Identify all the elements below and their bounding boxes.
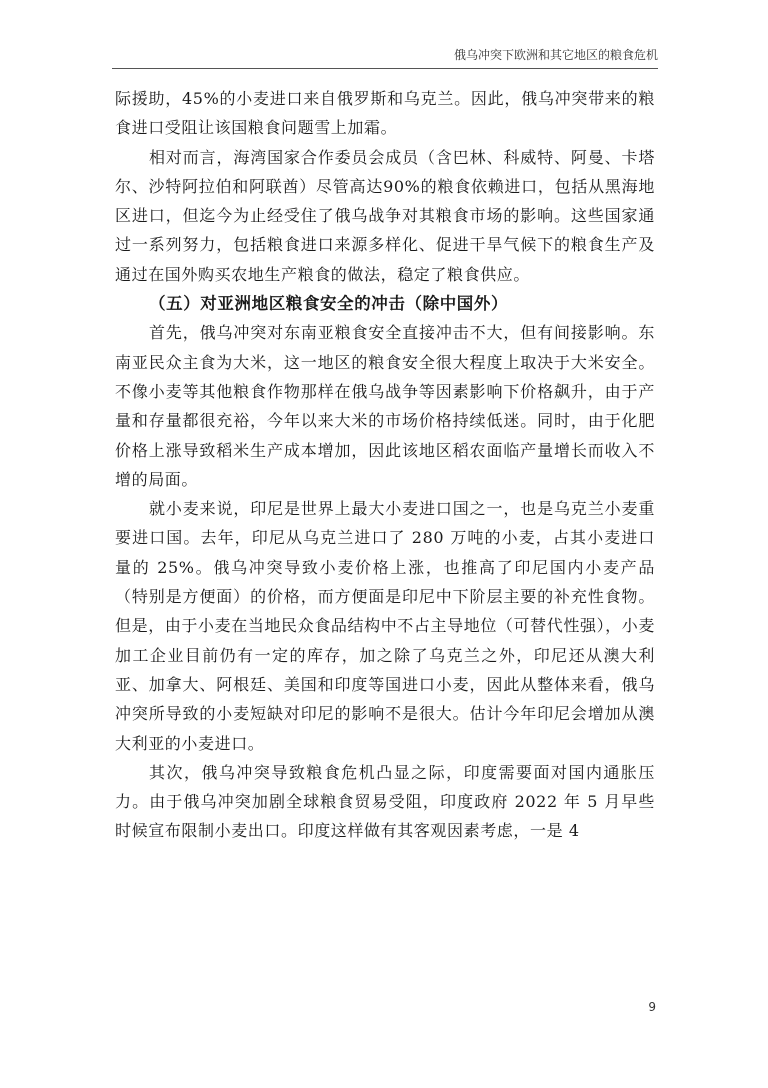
paragraph-continuation: 际援助，45%的小麦进口来自俄罗斯和乌克兰。因此，俄乌冲突带来的粮食进口受阻让该国粮食问题雪上加霜。	[115, 89, 655, 138]
section-heading-asia: （五）对亚洲地区粮食安全的冲击（除中国外）	[149, 294, 509, 314]
paragraph-gulf-states: 相对而言，海湾国家合作委员会成员（含巴林、科威特、阿曼、卡塔尔、沙特阿拉伯和阿联酋）尽管高达90%的粮食依赖进口，包括从黑海地区进口，但迄今为止经受住了俄乌战争对其粮食市场的影响。这些国家通过一系列努力，包括粮食进口来源多样化、促进干旱气候下的粮食生产及通过在国外购买农地生产粮食的做法，稳定了粮食供应。	[115, 147, 655, 284]
paragraph-india: 其次，俄乌冲突导致粮食危机凸显之际，印度需要面对国内通胀压力。由于俄乌冲突加剧全球粮食贸易受阻，印度政府 2022 年 5 月早些时候宣布限制小麦出口。印度这样做有其客观因素考虑，一是 4	[115, 762, 655, 841]
running-header	[112, 46, 658, 69]
running-title: 俄乌冲突下欧洲和其它地区的粮食危机	[453, 48, 658, 62]
page-number: 9	[648, 1000, 656, 1014]
paragraph-southeast-asia: 首先，俄乌冲突对东南亚粮食安全直接冲击不大，但有间接影响。东南亚民众主食为大米，这一地区的粮食安全很大程度上取决于大米安全。不像小麦等其他粮食作物那样在俄乌战争等因素影响下价格飙升，由于产量和存量都很充裕，今年以来大米的市场价格持续低迷。同时，由于化肥价格上涨导致稻米生产成本增加，因此该地区稻农面临产量增长而收入不增的局面。	[115, 323, 655, 489]
page-body	[115, 84, 655, 846]
paragraph-indonesia-wheat: 就小麦来说，印尼是世界上最大小麦进口国之一，也是乌克兰小麦重要进口国。去年，印尼从乌克兰进口了 280 万吨的小麦，占其小麦进口量的 25%。俄乌冲突导致小麦价格上涨，也推高了印尼国内小麦产品（特别是方便面）的价格，而方便面是印尼中下阶层主要的补充性食物。但是，由于小麦在当地民众食品结构中不占主导地位（可替代性强），小麦加工企业目前仍有一定的库存，加之除了乌克兰之外，印尼还从澳大利亚、加拿大、阿根廷、美国和印度等国进口小麦，因此从整体来看，俄乌冲突所导致的小麦短缺对印尼的影响不是很大。估计今年印尼会增加从澳大利亚的小麦进口。	[115, 499, 655, 753]
